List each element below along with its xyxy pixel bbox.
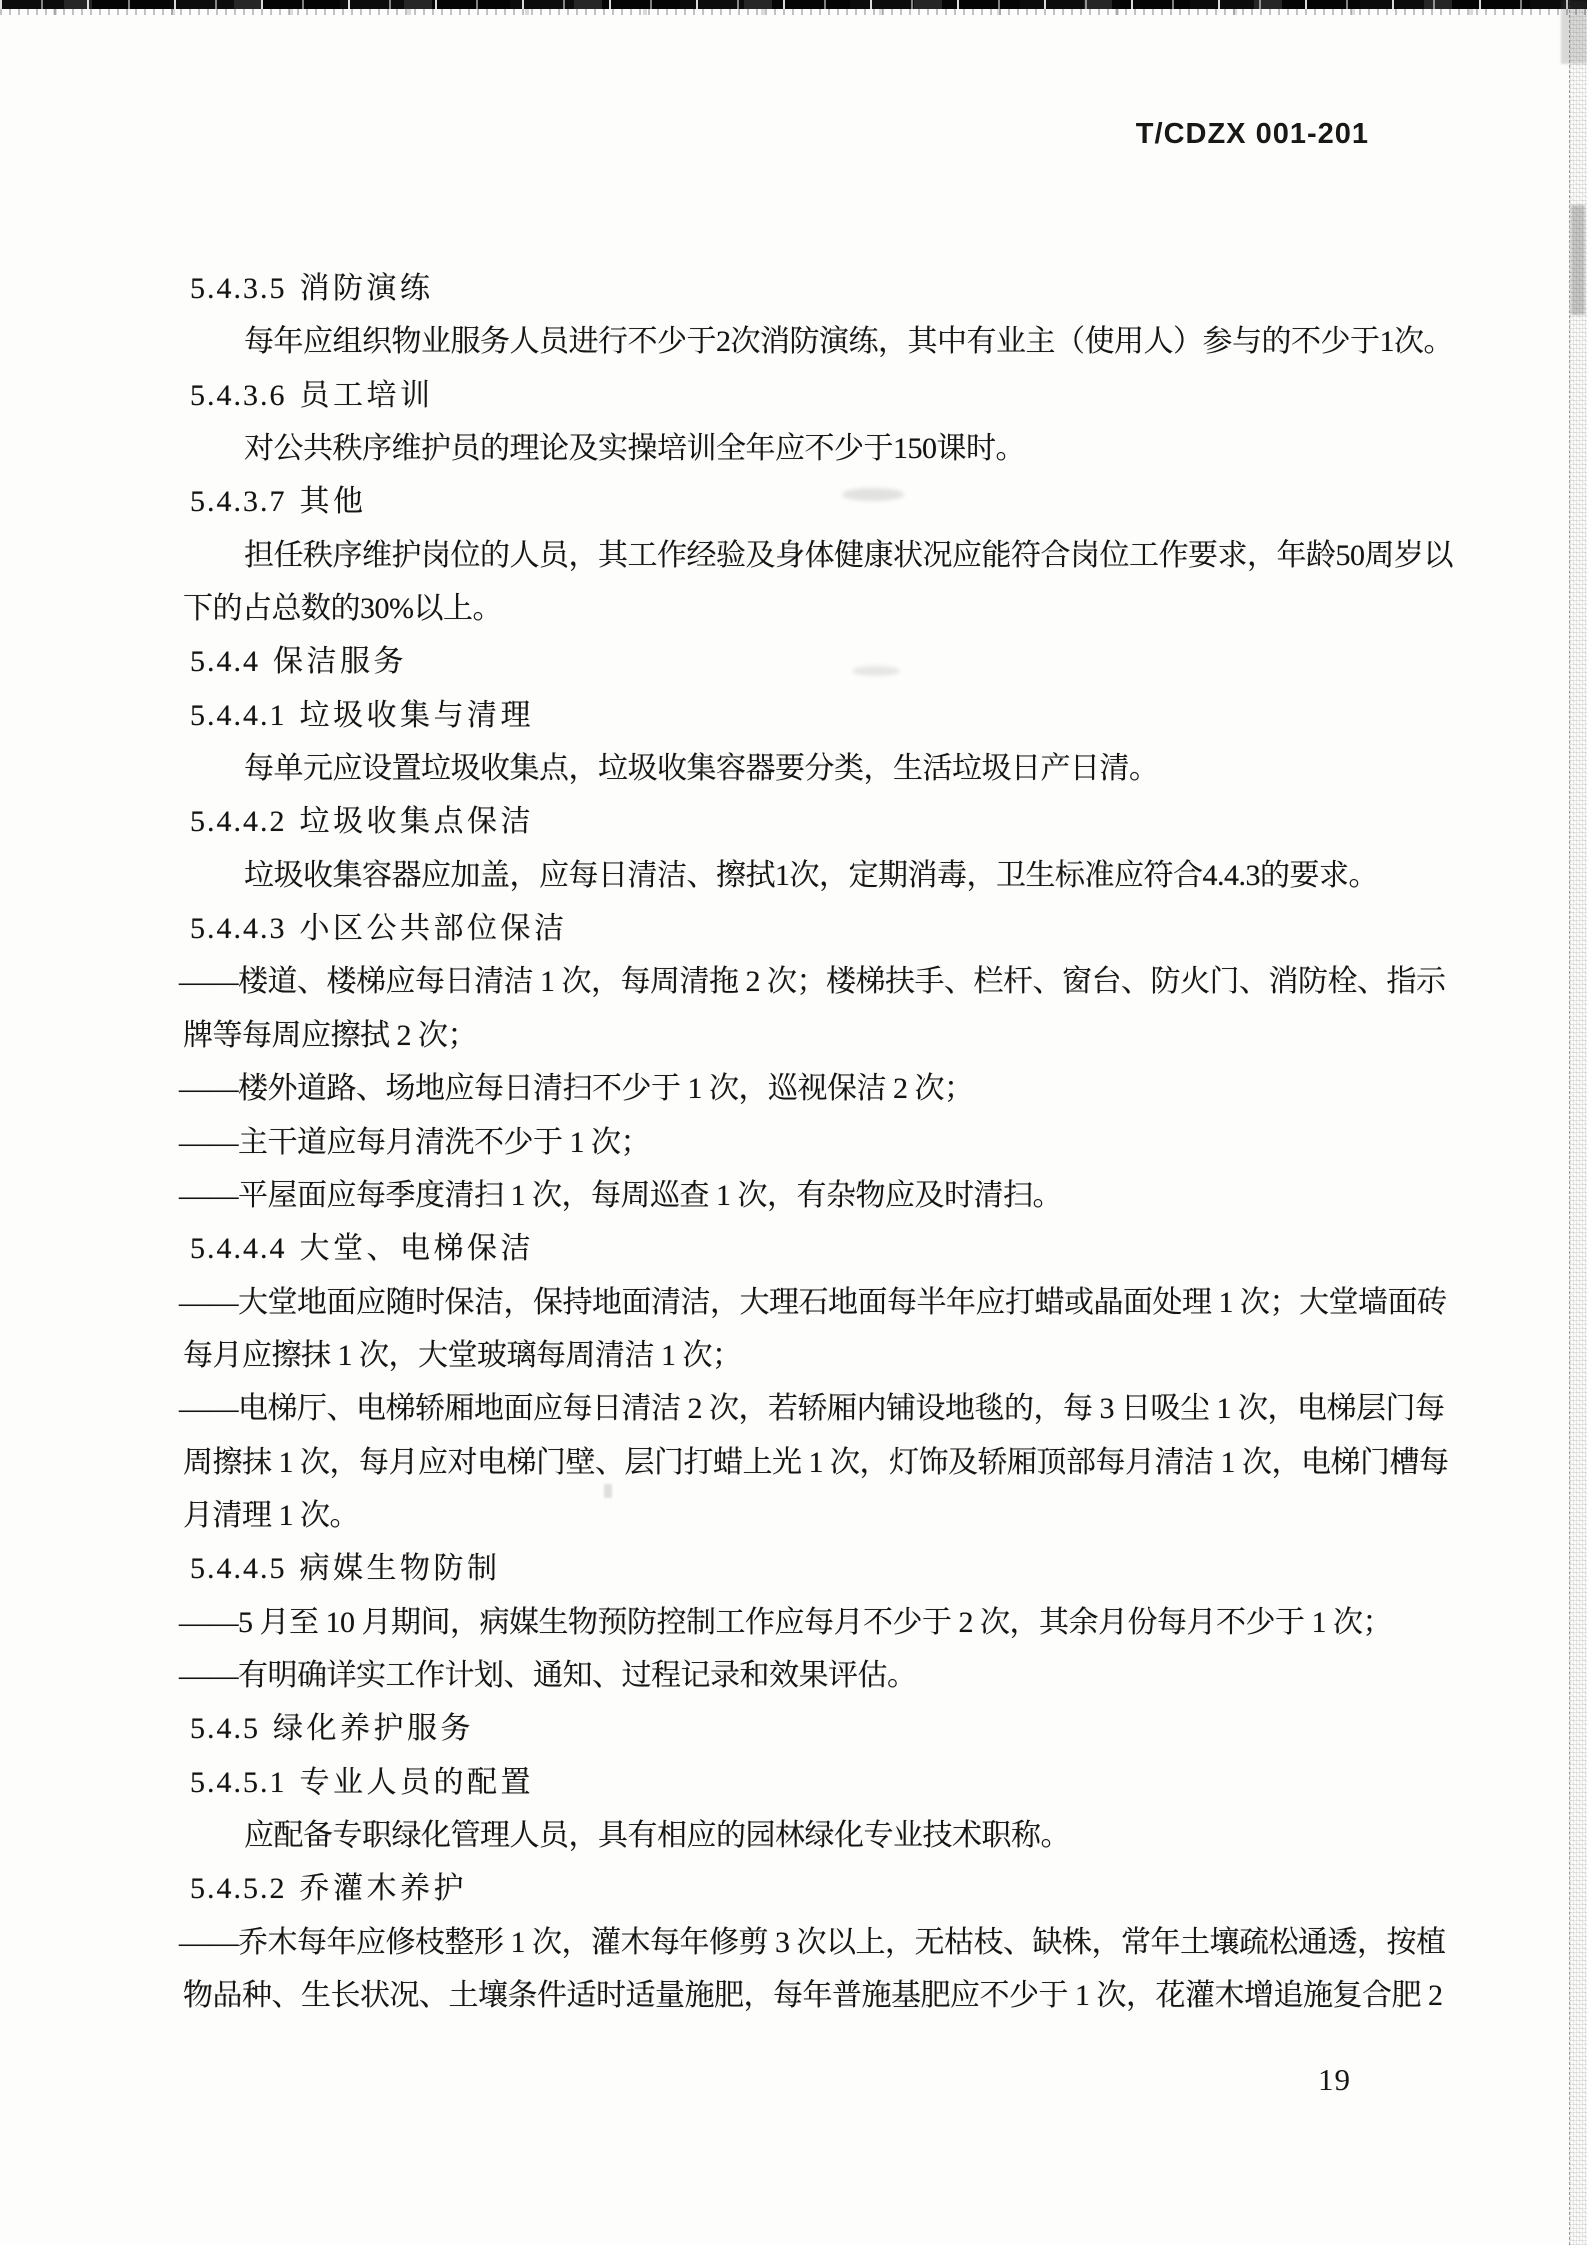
section-number: 5.4.4.1 — [190, 698, 287, 732]
text-line: 每年应组织物业服务人员进行不少于2次消防演练，其中有业主（使用人）参与的不少于1次。 — [244, 325, 1453, 359]
section-heading — [183, 369, 1425, 422]
section-number: 5.4.4.2 — [190, 805, 287, 839]
text-line: 周擦抹 1 次，每月应对电梯门壁、层门打蜡上光 1 次，灯饰及轿厢顶部每月清洁 1 次，电梯门槽每 — [183, 1445, 1449, 1479]
document-lines — [179, 262, 1453, 2022]
section-number: 5.4.3.7 — [190, 485, 287, 519]
text-line: 下的占总数的30%以上。 — [183, 592, 502, 626]
section-number: 5.4.3.5 — [190, 272, 287, 305]
text-line: 月清理 1 次。 — [183, 1498, 359, 1532]
text-line: 担任秩序维护岗位的人员，其工作经验及身体健康状况应能符合岗位工作要求，年龄50周岁以 — [244, 538, 1453, 572]
section-heading — [183, 902, 1425, 955]
text-line: 每单元应设置垃圾收集点，垃圾收集容器要分类，生活垃圾日产日清。 — [244, 752, 1159, 786]
section-number: 5.4.4.4 — [190, 1232, 287, 1266]
section-title: 员工培训 — [299, 378, 434, 412]
section-heading — [183, 1756, 1425, 1809]
section-title: 垃圾收集点保洁 — [299, 805, 534, 839]
section-heading — [183, 262, 1425, 315]
section-number: 5.4.5 — [190, 1712, 260, 1746]
section-heading — [183, 475, 1425, 528]
text-line: ——有明确详实工作计划、通知、过程记录和效果评估。 — [179, 1658, 917, 1692]
section-heading — [183, 1862, 1425, 1915]
section-title: 大堂、电梯保洁 — [299, 1232, 534, 1266]
section-title: 乔灌木养护 — [299, 1872, 467, 1906]
text-line: 垃圾收集容器应加盖，应每日清洁、擦拭1次，定期消毒，卫生标准应符合4.4.3的要求。 — [244, 858, 1378, 892]
text-line: ——主干道应每月清洗不少于 1 次； — [179, 1125, 650, 1159]
text-line: ——乔木每年应修枝整形 1 次，灌木每年修剪 3 次以上，无枯枝、缺株，常年土壤疏松通透，按植 — [179, 1925, 1446, 1959]
section-heading — [183, 1702, 1425, 1755]
text-line: 牌等每周应擦拭 2 次； — [183, 1018, 477, 1052]
section-heading — [183, 689, 1425, 742]
section-title: 绿化养护服务 — [273, 1712, 474, 1746]
section-title: 消防演练 — [299, 272, 434, 305]
right-scan-edge-noise — [1569, 0, 1587, 2245]
page-number: 19 — [1318, 2062, 1351, 2097]
section-title: 小区公共部位保洁 — [299, 912, 568, 946]
text-line: ——5 月至 10 月期间，病媒生物预防控制工作应每月不少于 2 次，其余月份每月不少于 1 次； — [179, 1605, 1392, 1639]
scan-noise-patch — [1561, 0, 1587, 64]
section-heading — [183, 1222, 1425, 1275]
section-heading — [183, 635, 1425, 688]
section-title: 专业人员的配置 — [299, 1765, 534, 1799]
section-number: 5.4.4.3 — [190, 912, 287, 946]
doc-code-header: T/CDZX 001-201 — [1135, 118, 1369, 150]
text-line: ——电梯厅、电梯轿厢地面应每日清洁 2 次，若轿厢内铺设地毯的，每 3 日吸尘 1 次，电梯层门每 — [179, 1392, 1445, 1426]
text-line: 每月应擦抹 1 次，大堂玻璃每周清洁 1 次； — [183, 1338, 742, 1372]
section-number: 5.4.3.6 — [190, 378, 287, 412]
text-line: ——楼道、楼梯应每日清洁 1 次，每周清拖 2 次；楼梯扶手、栏杆、窗台、防火门、消防栓、指示 — [179, 965, 1446, 999]
text-line: ——楼外道路、场地应每日清扫不少于 1 次，巡视保洁 2 次； — [179, 1072, 974, 1106]
section-number: 5.4.5.1 — [190, 1765, 287, 1799]
scan-noise-patch — [1571, 205, 1585, 315]
section-title: 垃圾收集与清理 — [299, 698, 534, 732]
text-line: ——平屋面应每季度清扫 1 次，每周巡查 1 次，有杂物应及时清扫。 — [179, 1178, 1062, 1212]
text-line: 应配备专职绿化管理人员，具有相应的园林绿化专业技术职称。 — [244, 1818, 1070, 1852]
section-number: 5.4.4.5 — [190, 1552, 287, 1586]
section-number: 5.4.4 — [190, 645, 260, 679]
section-number: 5.4.5.2 — [190, 1872, 287, 1906]
text-line: 对公共秩序维护员的理论及实操培训全年应不少于150课时。 — [244, 432, 1025, 466]
text-line: 物品种、生长状况、土壤条件适时适量施肥，每年普施基肥应不少于 1 次，花灌木增追施复合肥 2 — [183, 1979, 1443, 2012]
section-title: 其他 — [299, 485, 367, 519]
top-scan-edge-artifact — [0, 0, 1587, 9]
text-line: ——大堂地面应随时保洁，保持地面清洁，大理石地面每半年应打蜡或晶面处理 1 次；大堂墙面砖 — [179, 1285, 1447, 1319]
section-heading — [183, 795, 1425, 848]
section-title: 病媒生物防制 — [299, 1552, 501, 1586]
section-heading — [183, 1542, 1425, 1595]
section-title: 保洁服务 — [273, 645, 407, 679]
